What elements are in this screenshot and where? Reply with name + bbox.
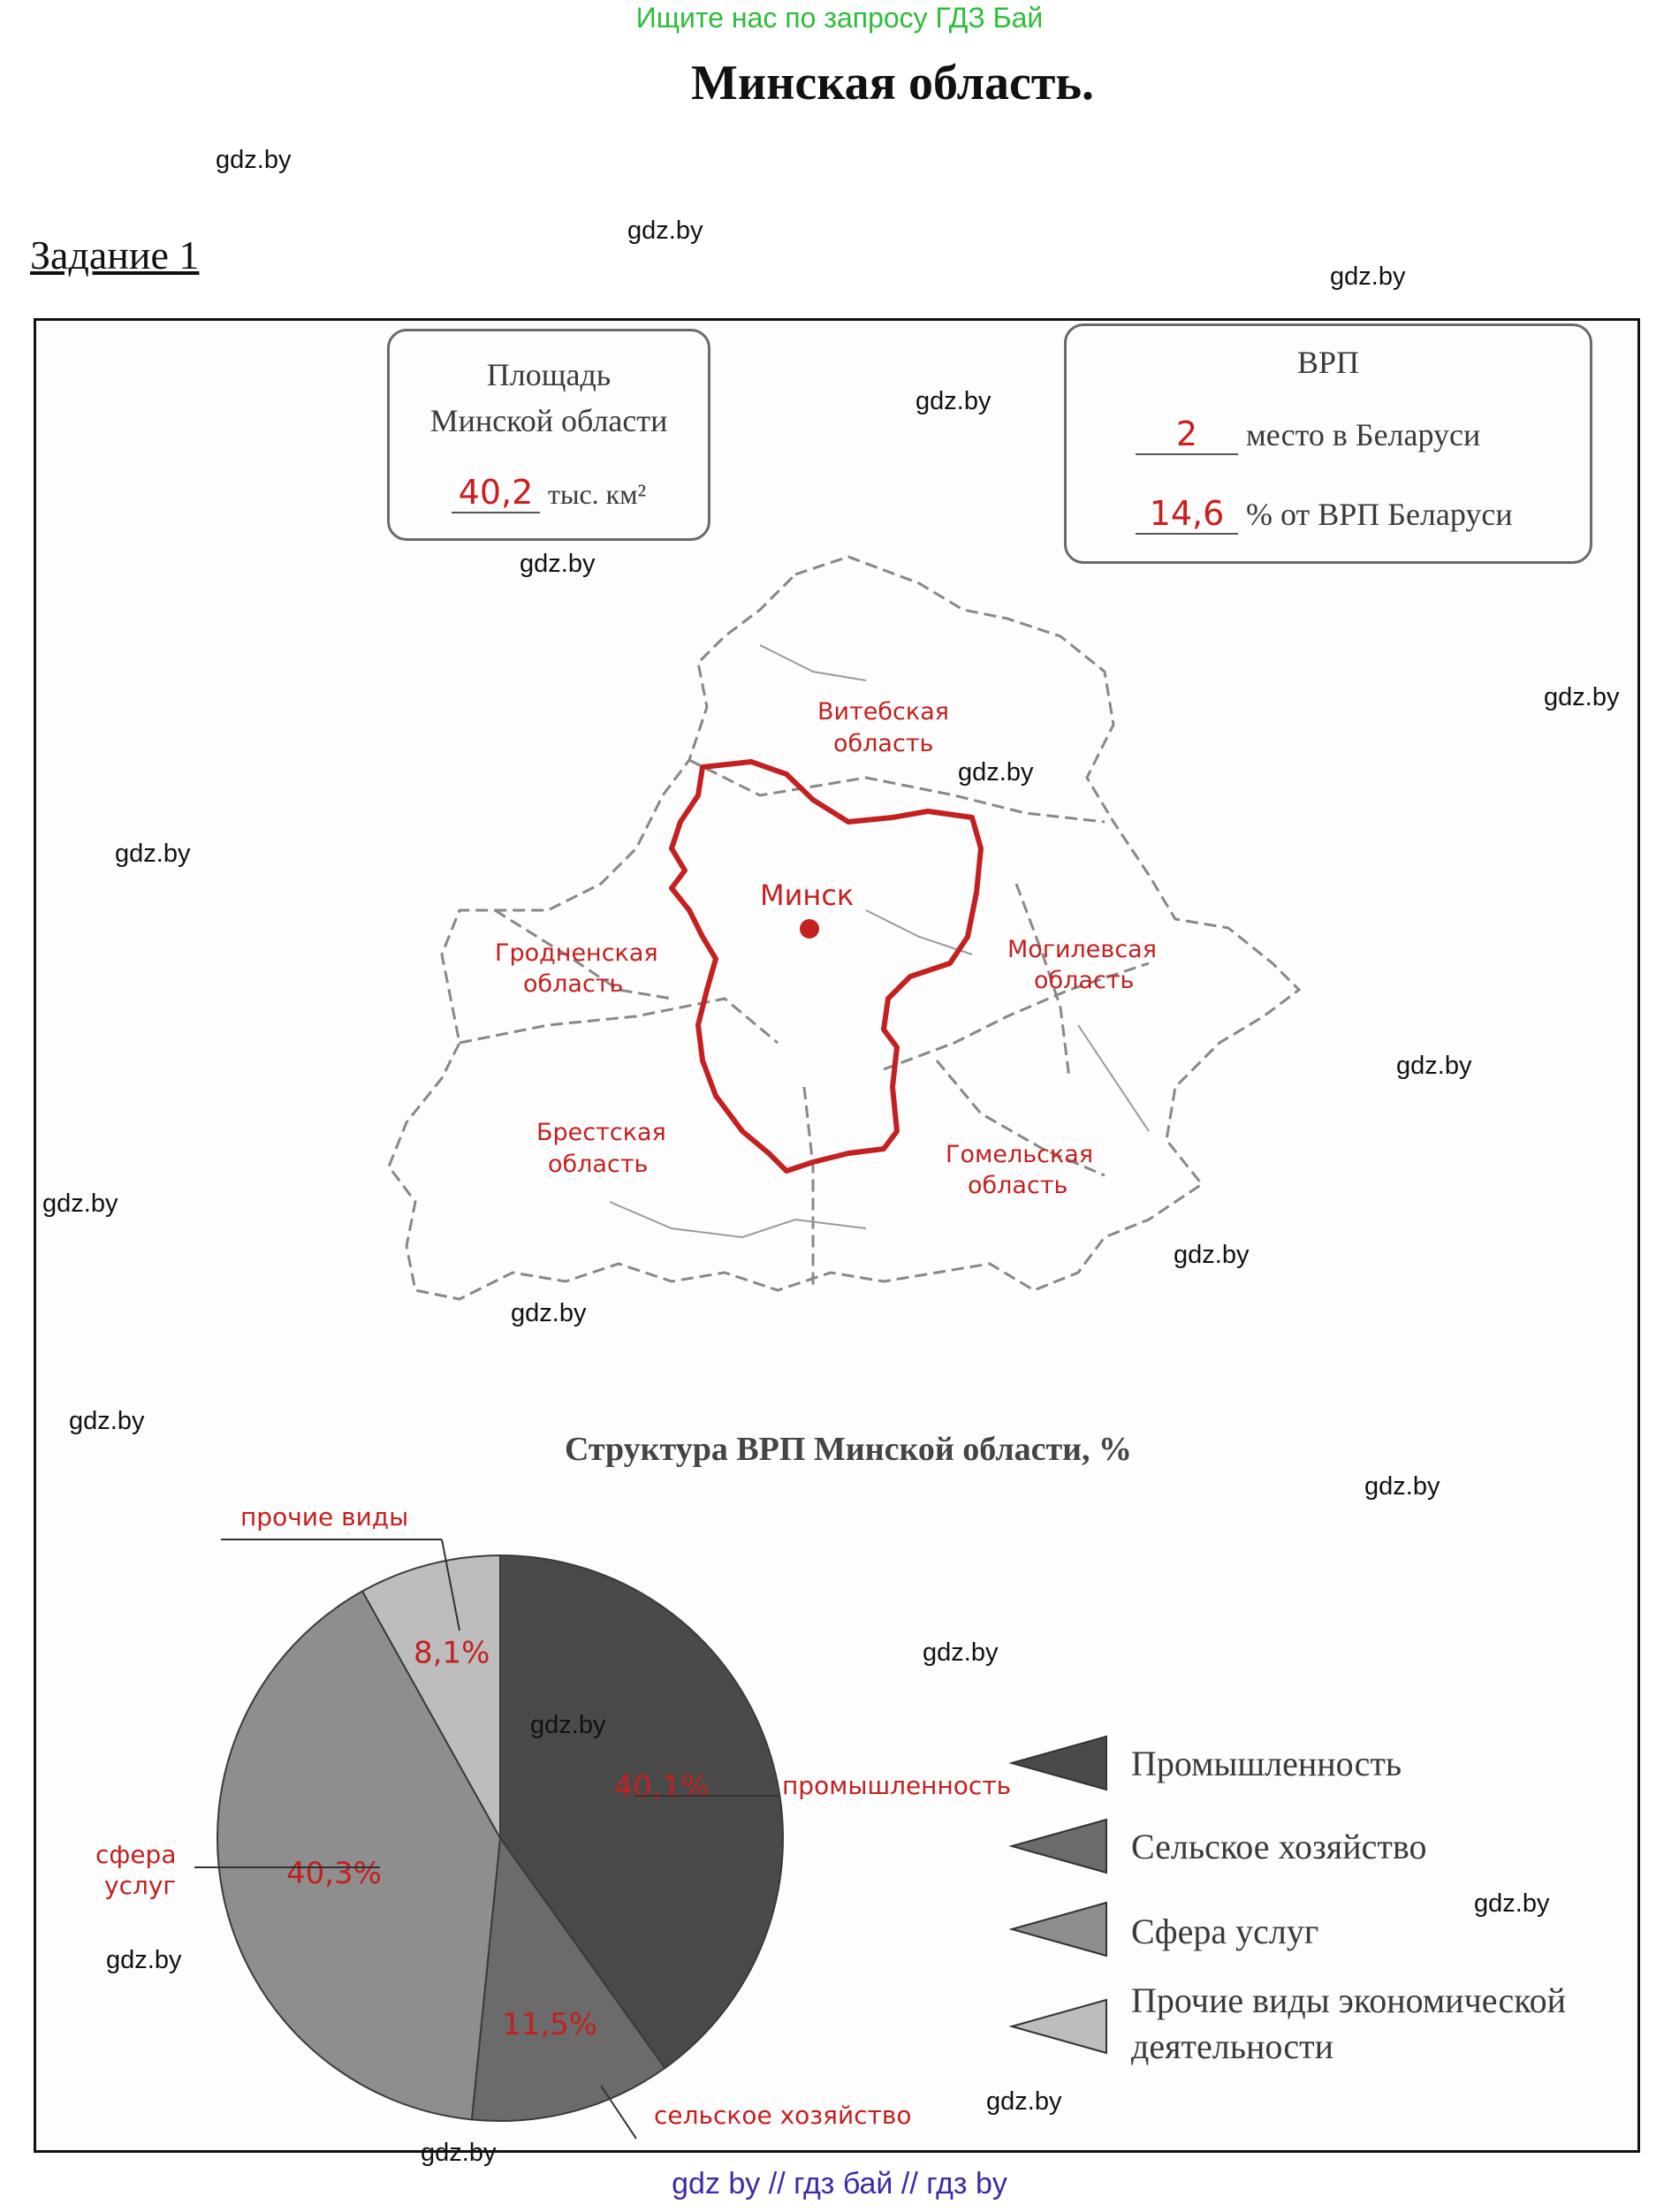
callout-services-1: сфера xyxy=(95,1840,177,1869)
watermark: gdz.by xyxy=(923,1638,999,1667)
legend-label-services: Сфера услуг xyxy=(1131,1912,1319,1951)
grp-place-label: место в Беларуси xyxy=(1246,417,1481,452)
grp-share-value: 14,6 xyxy=(1136,494,1238,535)
pie-value-label-1: 11,5% xyxy=(502,2007,598,2043)
label-mogilev-1: Могилевсая xyxy=(1007,936,1157,963)
label-minsk: Минск xyxy=(760,878,855,912)
label-vitebsk-1: Витебская xyxy=(817,698,950,726)
watermark: gdz.by xyxy=(69,1407,145,1435)
watermark: gdz.by xyxy=(1396,1052,1472,1080)
watermark: gdz.by xyxy=(1330,262,1406,291)
legend-swatch-services xyxy=(1007,1898,1113,1969)
area-value: 40,2 xyxy=(452,473,540,513)
callout-services-2: услуг xyxy=(104,1871,177,1900)
grp-share-label: % от ВРП Беларуси xyxy=(1246,497,1513,532)
label-mogilev-2: область xyxy=(1034,967,1135,994)
label-grodno-2: область xyxy=(523,970,624,998)
footer-links[interactable]: gdz by // гдз бай // гдз by xyxy=(672,2167,1007,2201)
watermark: gdz.by xyxy=(915,387,991,415)
legend-swatch-agri xyxy=(1007,1815,1113,1886)
label-grodno-1: Гродненская xyxy=(495,939,658,967)
watermark: gdz.by xyxy=(520,550,596,578)
watermark: gdz.by xyxy=(1364,1472,1440,1501)
label-brest-2: область xyxy=(548,1151,649,1178)
callout-agri: сельское хозяйство xyxy=(654,2101,912,2130)
pie-value-label-2: 40,3% xyxy=(285,1855,382,1891)
legend-label-other-1: Прочие виды экономической xyxy=(1131,1980,1567,2020)
page-title: Минская область. xyxy=(691,56,1094,110)
pie-title: Структура ВРП Минской области, % xyxy=(564,1431,1133,1468)
label-vitebsk-2: область xyxy=(833,730,934,757)
grp-heading: ВРП xyxy=(1296,345,1360,380)
watermark: gdz.by xyxy=(1474,1889,1550,1918)
legend-swatch-industry xyxy=(1007,1732,1113,1803)
area-unit: тыс. км² xyxy=(547,478,647,510)
watermark: gdz.by xyxy=(421,2139,497,2167)
label-gomel-2: область xyxy=(968,1172,1068,1199)
pie-value-label-0: 40,1% xyxy=(613,1769,710,1805)
watermark: gdz.by xyxy=(1544,683,1620,711)
watermark: gdz.by xyxy=(106,1946,182,1974)
watermark: gdz.by xyxy=(958,758,1034,787)
watermark: gdz.by xyxy=(986,2087,1062,2116)
task-label: Задание 1 xyxy=(30,232,200,277)
watermark: gdz.by xyxy=(530,1711,606,1739)
callout-industry: промышленность xyxy=(782,1771,1012,1800)
legend-label-other-2: деятельности xyxy=(1131,2026,1333,2066)
watermark: gdz.by xyxy=(115,840,191,868)
label-gomel-1: Гомельская xyxy=(946,1141,1094,1168)
legend-label-industry: Промышленность xyxy=(1131,1744,1402,1783)
watermark: gdz.by xyxy=(42,1190,118,1218)
watermark: gdz.by xyxy=(627,217,703,245)
legend-swatch-other xyxy=(1007,1995,1113,2066)
grp-place-value: 2 xyxy=(1136,414,1238,455)
area-box-line1: Площадь xyxy=(486,357,612,392)
callout-other: прочие виды xyxy=(240,1502,409,1532)
pie-value-label-3: 8,1% xyxy=(414,1635,490,1671)
label-brest-1: Брестская xyxy=(536,1119,666,1146)
area-box-line2: Минской области xyxy=(429,403,668,438)
watermark: gdz.by xyxy=(511,1299,587,1327)
watermark: gdz.by xyxy=(216,146,292,174)
legend-label-agri: Сельское хозяйство xyxy=(1131,1827,1427,1866)
top-banner[interactable]: Ищите нас по запросу ГДЗ Бай xyxy=(635,2,1044,34)
watermark: gdz.by xyxy=(1174,1241,1250,1269)
